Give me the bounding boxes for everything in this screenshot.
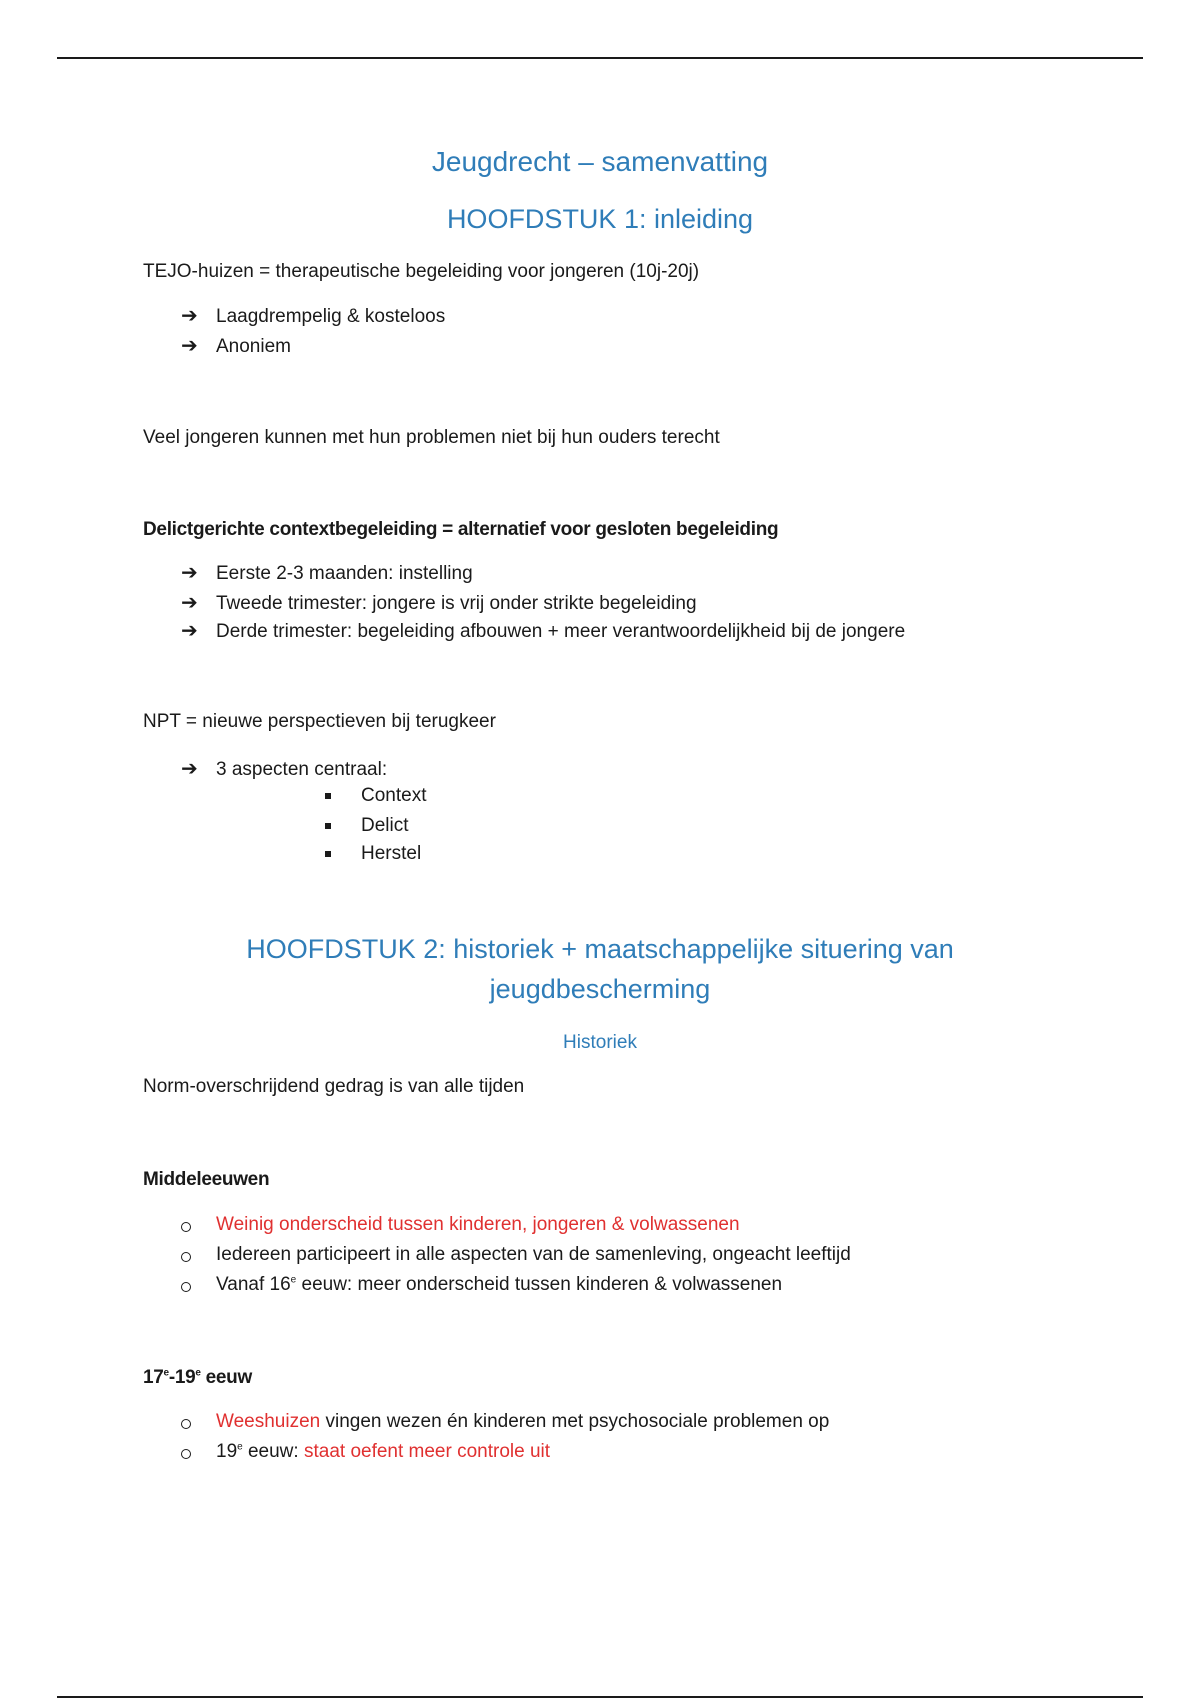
npt-paragraph: NPT = nieuwe perspectieven bij terugkeer: [143, 711, 496, 732]
npt-point: 3 aspecten centraal:: [216, 759, 388, 780]
historiek-subheading: Historiek: [563, 1032, 637, 1053]
tejo-point-1: Laagdrempelig & kosteloos: [216, 306, 446, 327]
century-heading: 17e-19e eeuw: [143, 1367, 252, 1388]
top-rule: [57, 57, 1143, 59]
npt-aspect-context: Context: [361, 785, 427, 806]
tejo-point-2: Anoniem: [216, 336, 291, 357]
delict-point-2: Tweede trimester: jongere is vrij onder strikte begeleiding: [216, 593, 697, 614]
npt-aspect-delict: Delict: [361, 815, 409, 836]
bottom-rule: [57, 1696, 1143, 1698]
norm-paragraph: Norm-overschrijdend gedrag is van alle tijden: [143, 1076, 525, 1097]
middle-ages-heading: Middeleeuwen: [143, 1169, 270, 1190]
npt-aspect-herstel: Herstel: [361, 843, 422, 864]
arrow-bullet-icon: ➔: [181, 305, 198, 327]
circle-bullet-icon: [181, 1282, 191, 1292]
century-item-1: Weeshuizen vingen wezen én kinderen met psychosociale problemen op: [216, 1411, 830, 1432]
delict-point-3: Derde trimester: begeleiding afbouwen + meer verantwoordelijkheid bij de jongere: [216, 621, 906, 642]
middle-ages-item-3: Vanaf 16e eeuw: meer onderscheid tussen kinderen & volwassenen: [216, 1274, 783, 1295]
chapter1-heading: HOOFDSTUK 1: inleiding: [446, 204, 754, 234]
century-item-2: 19e eeuw: staat oefent meer controle uit: [216, 1441, 551, 1462]
circle-bullet-icon: [181, 1449, 191, 1459]
middle-ages-item-2: Iedereen participeert in alle aspecten van de samenleving, ongeacht leeftijd: [216, 1244, 851, 1265]
arrow-bullet-icon: ➔: [181, 592, 198, 614]
document-title: Jeugdrecht – samenvatting: [431, 146, 769, 177]
arrow-bullet-icon: ➔: [181, 335, 198, 357]
parents-paragraph: Veel jongeren kunnen met hun problemen niet bij hun ouders terecht: [143, 427, 720, 448]
square-bullet-icon: [325, 851, 331, 857]
chapter2-heading-line2: jeugdbescherming: [489, 974, 711, 1004]
tejo-paragraph: TEJO-huizen = therapeutische begeleiding voor jongeren (10j-20j): [143, 261, 700, 282]
circle-bullet-icon: [181, 1252, 191, 1262]
circle-bullet-icon: [181, 1222, 191, 1232]
delict-heading: Delictgerichte contextbegeleiding = alternatief voor gesloten begeleiding: [143, 519, 779, 540]
arrow-bullet-icon: ➔: [181, 620, 198, 642]
chapter2-heading-line1: HOOFDSTUK 2: historiek + maatschappelijke situering van: [246, 934, 954, 964]
arrow-bullet-icon: ➔: [181, 562, 198, 584]
circle-bullet-icon: [181, 1419, 191, 1429]
square-bullet-icon: [325, 793, 331, 799]
arrow-bullet-icon: ➔: [181, 758, 198, 780]
square-bullet-icon: [325, 823, 331, 829]
middle-ages-item-1: Weinig onderscheid tussen kinderen, jongeren & volwassenen: [216, 1214, 740, 1235]
delict-point-1: Eerste 2-3 maanden: instelling: [216, 563, 473, 584]
